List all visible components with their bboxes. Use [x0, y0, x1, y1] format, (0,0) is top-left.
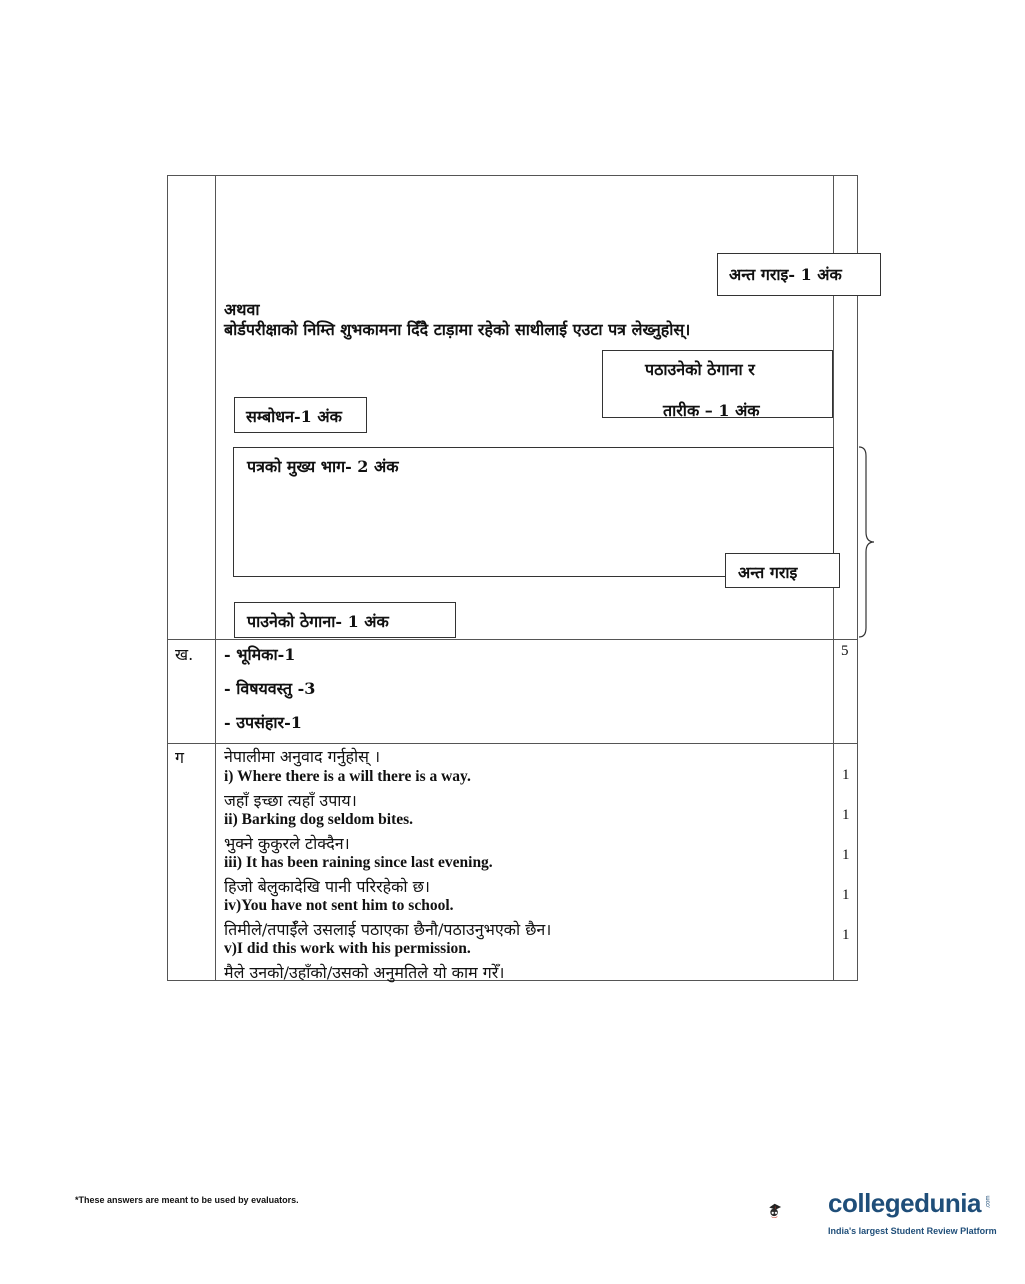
ga-mark-2: 1 — [842, 807, 850, 823]
section-ga-label: ग — [175, 748, 185, 767]
end-marks-box — [717, 253, 881, 296]
receiver-address-box — [234, 602, 456, 638]
evaluator-note: *These answers are meant to be used by evaluators. — [75, 1195, 299, 1205]
salutation-box — [234, 397, 367, 433]
brand-com: .com — [985, 1195, 992, 1209]
sender-address-line2: तारीक – 1 अंक — [663, 401, 760, 418]
main-body-text: पत्रको मुख्य भाग- 2 अंक — [247, 457, 399, 476]
translation-instruction: नेपालीमा अनुवाद गर्नुहोस् । — [224, 747, 381, 766]
translation-en-1: i) Where there is a will there is a way. — [224, 768, 471, 785]
translation-en-4: iv)You have not sent him to school. — [224, 897, 454, 914]
salutation-text: सम्बोधन-1 अंक — [246, 407, 342, 426]
kha-item-intro: - भूमिका-1 — [224, 645, 296, 664]
translation-np-5: मैले उनको/उहाँको/उसको अनुमतिले यो काम गरेँ। — [224, 963, 505, 982]
kha-item-conclusion: - उपसंहार-1 — [224, 713, 302, 732]
translation-np-1: जहाँ इच्छा त्यहाँ उपाय। — [224, 791, 357, 810]
translation-en-2: ii) Barking dog seldom bites. — [224, 811, 414, 828]
or-label: अथवा — [224, 300, 260, 319]
end-box-2 — [725, 553, 840, 588]
ga-mark-3: 1 — [842, 847, 850, 863]
collegedunia-logo-icon — [766, 1176, 828, 1246]
brand-name: collegedunia — [828, 1188, 981, 1218]
kha-item-content: - विषयवस्तु -3 — [224, 679, 316, 698]
curly-brace-icon — [858, 446, 878, 638]
end-box-2-text: अन्त गराइ — [738, 563, 798, 582]
sender-address-line1: पठाउनेको ठेगाना र — [645, 360, 755, 379]
translation-np-4: तिमीले/तपाईँले उसलाई पठाएका छैनौ/पठाउनुभएको छैन। — [224, 920, 552, 939]
translation-en-5: v)I did this work with his permission. — [224, 940, 471, 957]
row-divider-kha — [168, 639, 857, 640]
row-divider-ga — [168, 743, 857, 744]
brand-tagline: India's largest Student Review Platform — [828, 1226, 997, 1236]
section-kha-label: ख. — [175, 645, 194, 664]
column-divider-left — [215, 176, 216, 980]
sender-address-box — [602, 350, 833, 418]
ga-mark-4: 1 — [842, 887, 850, 903]
letter-question: बोर्डपरीक्षाको निम्ति शुभकामना दिँदै टाड़ामा रहेको साथीलाई एउटा पत्र लेख्नुहोस्। — [224, 320, 691, 339]
translation-en-3: iii) It has been raining since last evening. — [224, 854, 493, 871]
kha-marks: 5 — [841, 643, 849, 659]
end-marks-text: अन्त गराइ- 1 अंक — [729, 265, 842, 284]
translation-np-2: भुक्ने कुकुरले टोक्दैन। — [224, 834, 350, 853]
receiver-address-text: पाउनेको ठेगाना- 1 अंक — [247, 612, 389, 631]
ga-mark-5: 1 — [842, 927, 850, 943]
translation-np-3: हिजो बेलुकादेखि पानी परिरहेको छ। — [224, 877, 430, 896]
ga-mark-1: 1 — [842, 767, 850, 783]
